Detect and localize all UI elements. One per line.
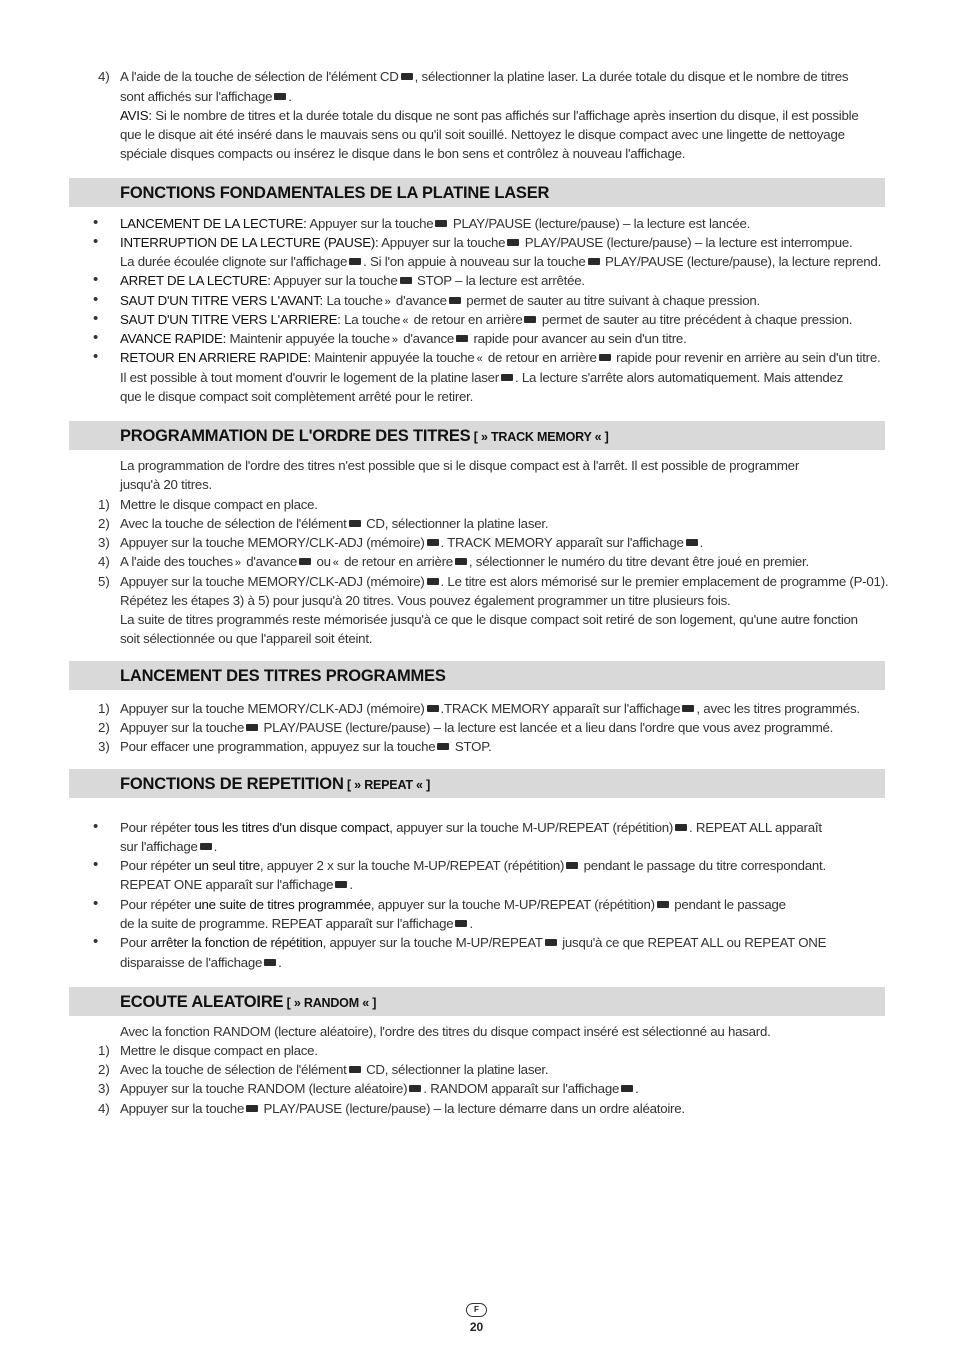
step-number: 1)	[98, 1043, 110, 1058]
back-key-icon	[599, 354, 611, 361]
step-number: 3)	[98, 535, 110, 550]
key-icon	[274, 93, 286, 100]
text-line: jusqu'à 20 titres.	[120, 477, 212, 492]
text-line: AVIS: Si le nombre de titres et la durée totale du disque ne sont pas affichés sur l'affichage après insertion du disque, il est possible	[120, 108, 859, 123]
list-item: Appuyer sur la touche MEMORY/CLK-ADJ (mémoire) . Le titre est alors mémorisé sur le premier emplacement de programme (P-01).	[120, 574, 889, 589]
list-item: ARRET DE LA LECTURE: Appuyer sur la touche STOP – la lecture est arrêtée.	[120, 273, 585, 288]
text-line: que le disque compact soit complètement arrêté pour le retirer.	[120, 389, 474, 404]
repeat-key-icon	[566, 862, 578, 869]
list-item: Avec la touche de sélection de l'élément CD, sélectionner la platine laser.	[120, 1062, 549, 1077]
bullet-icon: •	[93, 271, 99, 288]
text-line: de la suite de programme. REPEAT apparaît sur l'affichage .	[120, 916, 473, 931]
display-icon	[455, 920, 467, 927]
bullet-icon: •	[93, 895, 99, 912]
bullet-icon: •	[93, 856, 99, 873]
bullet-icon: •	[93, 348, 99, 365]
section-header	[69, 987, 885, 1016]
display-icon	[335, 881, 347, 888]
bullet-icon: •	[93, 329, 99, 346]
list-item: Pour répéter tous les titres d'un disque compact, appuyer sur la touche M-UP/REPEAT (répétition) . REPEAT ALL apparaît	[120, 820, 822, 835]
list-item: INTERRUPTION DE LA LECTURE (PAUSE): Appuyer sur la touche PLAY/PAUSE (lecture/pause) – la lecture est interrompue.	[120, 235, 853, 250]
forward-icon: »	[391, 334, 398, 346]
play-pause-key-icon	[507, 239, 519, 246]
bullet-icon: •	[93, 291, 99, 308]
step-number: 4)	[98, 554, 110, 569]
list-item: Pour arrêter la fonction de répétition, appuyer sur la touche M-UP/REPEAT jusqu'à ce que REPEAT ALL ou REPEAT ONE	[120, 935, 827, 950]
list-item: A l'aide des touches » d'avance ou « de retour en arrière , sélectionner le numéro du titre devant être joué en premier.	[120, 554, 809, 569]
key-icon	[401, 73, 413, 80]
section-header	[69, 421, 885, 450]
bullet-icon: •	[93, 933, 99, 950]
forward-key-icon	[449, 297, 461, 304]
text-line: La programmation de l'ordre des titres n'est possible que si le disque compact est à l'arrêt. Il est possible de programmer	[120, 458, 799, 473]
text-line: Répétez les étapes 3) à 5) pour jusqu'à 20 titres. Vous pouvez également programmer un titre plusieurs fois.	[120, 593, 731, 608]
forward-key-icon	[456, 335, 468, 342]
list-item: Appuyer sur la touche MEMORY/CLK-ADJ (mémoire) .TRACK MEMORY apparaît sur l'affichage , avec les titres programmés.	[120, 701, 860, 716]
text-line: Il est possible à tout moment d'ouvrir le logement de la platine laser . La lecture s'arrête alors automatiquement. Mais attendez	[120, 370, 844, 385]
back-icon: «	[332, 557, 339, 569]
text-line: Avec la fonction RANDOM (lecture aléatoire), l'ordre des titres du disque compact inséré est sélectionné au hasard.	[120, 1024, 771, 1039]
display-icon	[682, 705, 694, 712]
list-item: Appuyer sur la touche PLAY/PAUSE (lecture/pause) – la lecture est lancée et a lieu dans l'ordre que vous avez programmé.	[120, 720, 834, 735]
step-number: 4)	[98, 1101, 110, 1116]
text-line: spéciale disques compacts ou insérez le disque dans le bon sens et contrôlez à nouveau l'affichage.	[120, 146, 686, 161]
memory-key-icon	[427, 539, 439, 546]
bullet-icon: •	[93, 233, 99, 250]
list-item: RETOUR EN ARRIERE RAPIDE: Maintenir appuyée la touche « de retour en arrière rapide pour revenir en arrière au sein d'un titre.	[120, 350, 881, 365]
step-number: 1)	[98, 701, 110, 716]
list-item: Mettre le disque compact en place.	[120, 1043, 318, 1058]
back-key-icon	[455, 558, 467, 565]
list-item: SAUT D'UN TITRE VERS L'AVANT: La touche » d'avance permet de sauter au titre suivant à chaque pression.	[120, 293, 760, 308]
memory-key-icon	[427, 578, 439, 585]
step-number: 2)	[98, 1062, 110, 1077]
section-title: LANCEMENT DES TITRES PROGRAMMES	[120, 667, 446, 685]
text-line: A l'aide de la touche de sélection de l'élément CD , sélectionner la platine laser. La durée totale du disque et le nombre de titres	[120, 69, 849, 84]
cd-key-icon	[349, 1066, 361, 1073]
list-item: Avec la touche de sélection de l'élément CD, sélectionner la platine laser.	[120, 516, 549, 531]
list-item: Pour effacer une programmation, appuyez sur la touche STOP.	[120, 739, 492, 754]
section-title: ECOUTE ALEATOIRE [ » RANDOM « ]	[120, 993, 377, 1011]
repeat-key-icon	[545, 939, 557, 946]
list-item: Appuyer sur la touche RANDOM (lecture aléatoire) . RANDOM apparaît sur l'affichage .	[120, 1081, 639, 1096]
text-line: La suite de titres programmés reste mémorisée jusqu'à ce que le disque compact soit retiré de son logement, qu'une autre fonction	[120, 612, 858, 627]
display-icon	[621, 1085, 633, 1092]
back-icon: «	[402, 315, 409, 327]
display-icon	[200, 843, 212, 850]
step-number: 2)	[98, 720, 110, 735]
step-number: 4)	[98, 69, 110, 84]
play-pause-key-icon	[588, 258, 600, 265]
bullet-icon: •	[93, 818, 99, 835]
step-number: 3)	[98, 739, 110, 754]
step-number: 2)	[98, 516, 110, 531]
text-line: sont affichés sur l'affichage .	[120, 89, 292, 104]
back-icon: «	[476, 353, 483, 365]
memory-key-icon	[427, 705, 439, 712]
play-pause-key-icon	[246, 1105, 258, 1112]
text-line: REPEAT ONE apparaît sur l'affichage .	[120, 877, 353, 892]
repeat-key-icon	[657, 901, 669, 908]
repeat-key-icon	[675, 824, 687, 831]
bullet-icon: •	[93, 310, 99, 327]
list-item: Pour répéter une suite de titres programmée, appuyer sur la touche M-UP/REPEAT (répétition) pendant le passage	[120, 897, 786, 912]
list-item: Appuyer sur la touche MEMORY/CLK-ADJ (mémoire) . TRACK MEMORY apparaît sur l'affichage .	[120, 535, 704, 550]
list-item: LANCEMENT DE LA LECTURE: Appuyer sur la touche PLAY/PAUSE (lecture/pause) – la lecture est lancée.	[120, 216, 751, 231]
open-key-icon	[501, 374, 513, 381]
list-item: Mettre le disque compact en place.	[120, 497, 318, 512]
forward-icon: »	[384, 296, 391, 308]
display-icon	[686, 539, 698, 546]
section-title: FONCTIONS DE REPETITION [ » REPEAT « ]	[120, 775, 431, 793]
display-icon	[349, 258, 361, 265]
section-header	[69, 661, 885, 690]
section-title: FONCTIONS FONDAMENTALES DE LA PLATINE LASER	[120, 184, 550, 202]
section-header	[69, 178, 885, 207]
section-header	[69, 769, 885, 798]
forward-icon: »	[234, 557, 241, 569]
random-key-icon	[409, 1085, 421, 1092]
section-title: PROGRAMMATION DE L'ORDRE DES TITRES [ » TRACK MEMORY « ]	[120, 427, 609, 445]
page-number: 20	[469, 1320, 484, 1334]
text-line: soit sélectionnée ou que l'appareil soit éteint.	[120, 631, 373, 646]
play-pause-key-icon	[246, 724, 258, 731]
stop-key-icon	[400, 277, 412, 284]
list-item: Appuyer sur la touche PLAY/PAUSE (lecture/pause) – la lecture démarre dans un ordre aléatoire.	[120, 1101, 685, 1116]
language-badge: F	[466, 1303, 487, 1317]
text-line: que le disque ait été inséré dans le mauvais sens ou qu'il soit souillé. Nettoyez le disque compact avec une lingette de nettoyage	[120, 127, 845, 142]
list-item: Pour répéter un seul titre, appuyer 2 x sur la touche M-UP/REPEAT (répétition) pendant le passage du titre correspondant.	[120, 858, 826, 873]
list-item: SAUT D'UN TITRE VERS L'ARRIERE: La touche « de retour en arrière permet de sauter au titre précédent à chaque pression.	[120, 312, 853, 327]
text-line: sur l'affichage .	[120, 839, 218, 854]
display-icon	[264, 959, 276, 966]
stop-key-icon	[437, 743, 449, 750]
text-line: disparaisse de l'affichage .	[120, 955, 282, 970]
list-item: AVANCE RAPIDE: Maintenir appuyée la touche » d'avance rapide pour avancer au sein d'un titre.	[120, 331, 687, 346]
bullet-icon: •	[93, 214, 99, 231]
play-pause-key-icon	[435, 220, 447, 227]
step-number: 5)	[98, 574, 110, 589]
back-key-icon	[524, 316, 536, 323]
step-number: 1)	[98, 497, 110, 512]
forward-key-icon	[299, 558, 311, 565]
cd-key-icon	[349, 520, 361, 527]
text-line: La durée écoulée clignote sur l'affichage . Si l'on appuie à nouveau sur la touche PLAY/PAUSE (lecture/pause), la lecture reprend.	[120, 254, 882, 269]
step-number: 3)	[98, 1081, 110, 1096]
